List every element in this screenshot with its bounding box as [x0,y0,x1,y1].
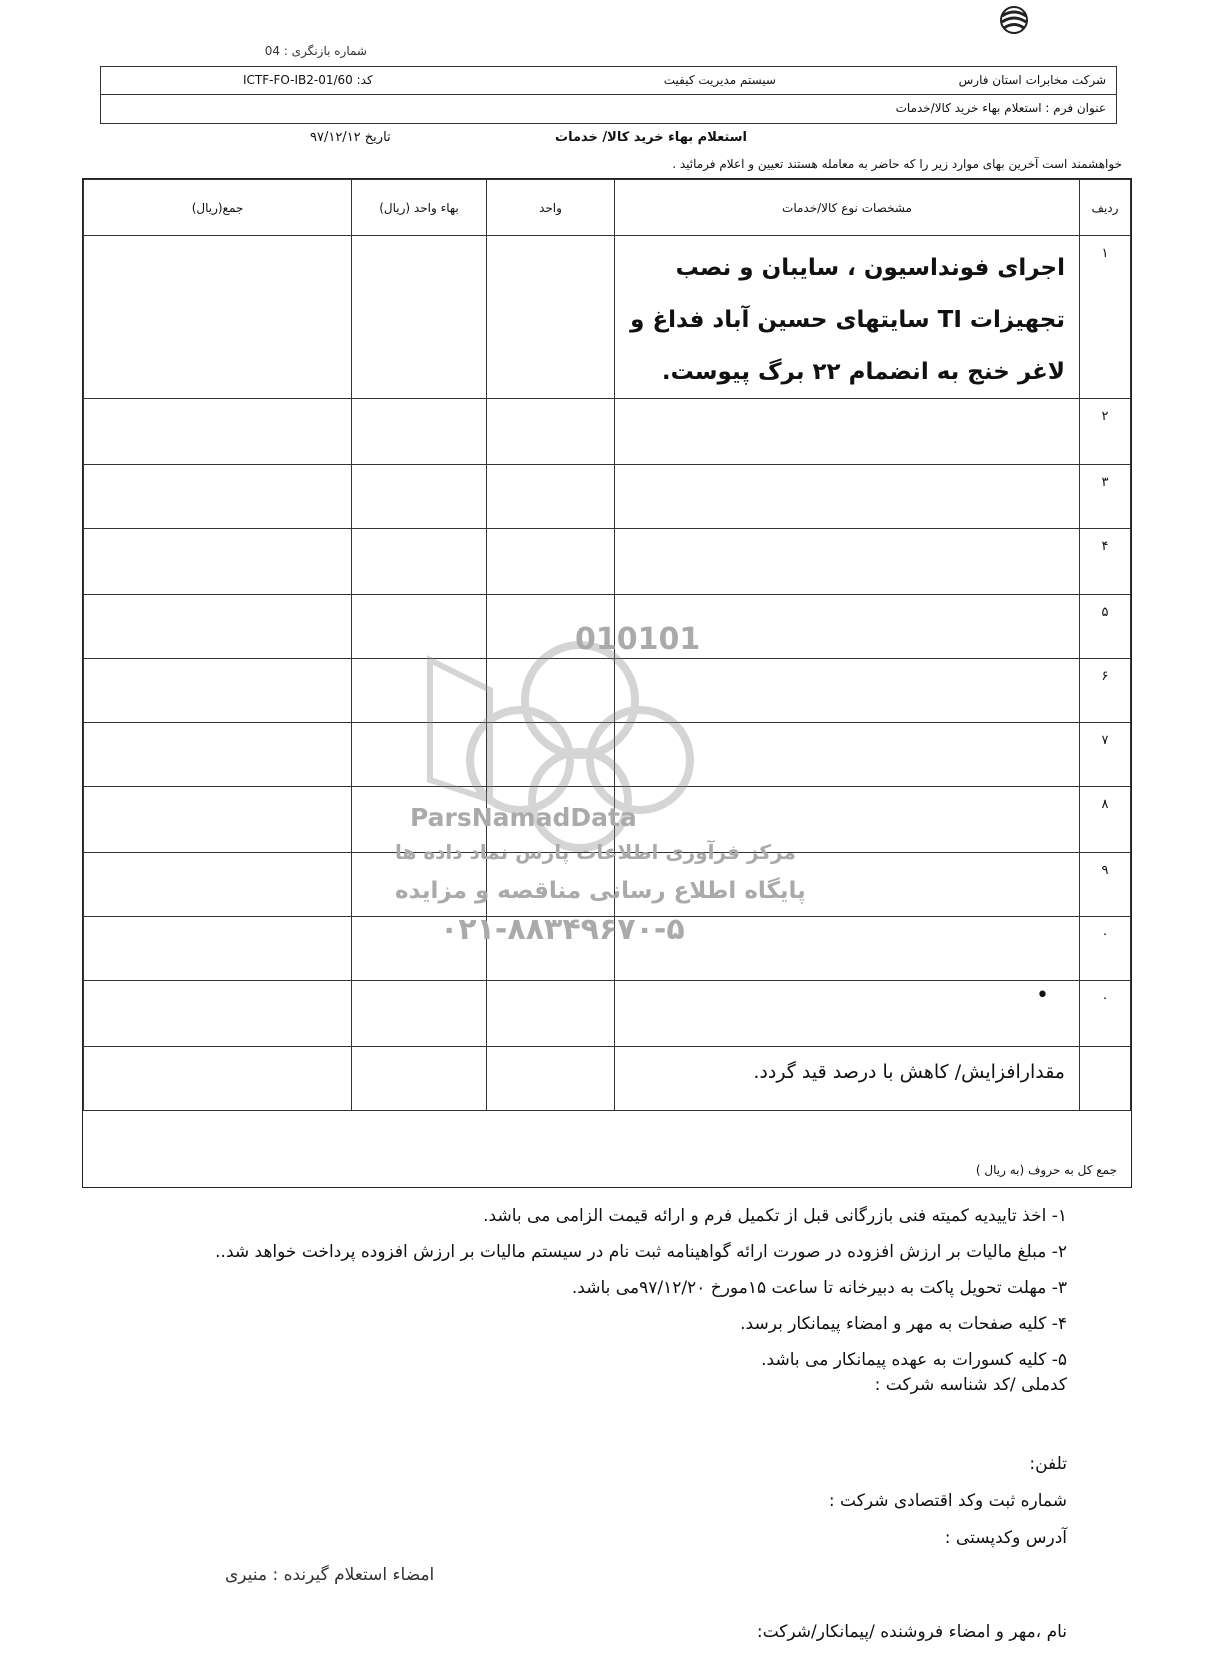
term-item: ۱- اخذ تاییدیه کمیته فنی بازرگانی قبل از تکمیل فرم و ارائه قیمت الزامی می باشد. [483,1206,1067,1226]
unit-price-cell[interactable] [352,465,487,529]
adjustment-note [615,1047,1080,1111]
total-cell[interactable] [84,853,352,917]
unit-cell[interactable] [487,465,615,529]
seller-signature-field[interactable]: نام ،مهر و امضاء فروشنده /پیمانکار/شرکت: [756,1622,1067,1642]
phone-field[interactable]: تلفن: [1029,1454,1067,1474]
table-row [84,981,1131,1047]
total-cell[interactable] [84,787,352,853]
row-number: ۳ [1080,465,1131,529]
row-number: ۶ [1080,659,1131,723]
company-logo-icon [990,4,1038,36]
watermark-phone: ۰۲۱-۸۸۳۴۹۶۷۰-۵ [440,912,685,947]
unit-price-cell[interactable] [352,981,487,1047]
company-name: شرکت مخابرات استان فارس [958,73,1106,87]
row-number: ۸ [1080,787,1131,853]
unit-cell[interactable] [487,723,615,787]
form-header-box [100,66,1117,124]
item-description[interactable] [615,659,1080,723]
term-item: ۳- مهلت تحویل پاکت به دبیرخانه تا ساعت ۱۵مورخ ۹۷/۱۲/۲۰می باشد. [571,1278,1067,1298]
row-number-empty [1080,1047,1131,1111]
item-description-text: اجرای فونداسیون ، سایبان و نصب تجهیزات TI سایتهای حسین آباد فداغ و لاغر خنج به انضمام ۲۲ برگ پیوست. [630,255,1065,385]
item-description[interactable] [615,465,1080,529]
item-description[interactable] [615,399,1080,465]
row-number: ۵ [1080,595,1131,659]
row-number: ۰ [1080,981,1131,1047]
watermark-digits: 010101 [575,622,701,657]
total-cell[interactable] [84,236,352,399]
header-row-number: ردیف [1080,180,1131,236]
total-cell[interactable] [84,529,352,595]
unit-price-cell[interactable] [352,399,487,465]
item-description [615,236,1080,399]
header-unit-price: بهاء واحد (ریال) [352,180,487,236]
inquiry-intro: خواهشمند است آخرین بهای موارد زیر را که حاضر به معامله هستند تعیین و اعلام فرمائید . [672,157,1122,171]
table-header-row [84,180,1131,236]
total-cell[interactable] [84,1047,352,1111]
table-row [84,465,1131,529]
unit-price-cell[interactable] [352,1047,487,1111]
unit-cell[interactable] [487,981,615,1047]
row-number: ۰ [1080,917,1131,981]
total-in-words-label: جمع کل به حروف (به ریال ) [975,1163,1117,1177]
watermark-line2: پایگاه اطلاع رسانی مناقصه و مزایده [395,878,806,904]
unit-price-cell[interactable] [352,723,487,787]
terms-list [67,1198,1067,1378]
total-cell[interactable] [84,917,352,981]
table-row [84,1047,1131,1111]
address-field[interactable]: آدرس وکدپستی : [944,1528,1067,1548]
table-row [84,236,1131,399]
row-number: ۲ [1080,399,1131,465]
adjustment-text: مقدارافزایش/ کاهش با درصد قید گردد. [753,1061,1065,1083]
total-cell[interactable] [84,595,352,659]
total-cell[interactable] [84,465,352,529]
total-cell[interactable] [84,399,352,465]
unit-cell[interactable] [487,529,615,595]
unit-price-cell[interactable] [352,236,487,399]
quality-system-label: سیستم مدیریت کیفیت [663,73,776,87]
form-header-row [101,67,1116,95]
bullet-mark: • [1036,983,1049,1008]
row-number: ۷ [1080,723,1131,787]
item-description[interactable] [615,981,1080,1047]
term-item: ۴- کلیه صفحات به مهر و امضاء پیمانکار برسد. [740,1314,1067,1334]
header-unit: واحد [487,180,615,236]
inquiry-title: استعلام بهاء خرید کالا/ خدمات [555,130,747,145]
unit-cell[interactable] [487,236,615,399]
watermark-brand: ParsNamadData [410,803,637,832]
header-total: جمع(ریال) [84,180,352,236]
header-description: مشخصات نوع کالا/خدمات [615,180,1080,236]
row-number: ۹ [1080,853,1131,917]
inquiry-date: تاریخ ۹۷/۱۲/۱۲ [310,130,391,145]
price-inquiry-table [82,178,1132,1188]
revision-number: شماره بازنگری : 04 [264,44,367,58]
row-number: ۴ [1080,529,1131,595]
row-number: ۱ [1080,236,1131,399]
table-row [84,723,1131,787]
unit-cell[interactable] [487,659,615,723]
table-row [84,399,1131,465]
table-row [84,529,1131,595]
economic-code-field[interactable]: شماره ثبت وکد اقتصادی شرکت : [828,1491,1067,1511]
item-description[interactable] [615,723,1080,787]
term-item: ۵- کلیه کسورات به عهده پیمانکار می باشد. [761,1350,1067,1370]
total-cell[interactable] [84,659,352,723]
form-title: عنوان فرم : استعلام بهاء خرید کالا/خدمات [895,101,1106,115]
unit-cell[interactable] [487,1047,615,1111]
total-cell[interactable] [84,723,352,787]
unit-price-cell[interactable] [352,595,487,659]
unit-price-cell[interactable] [352,529,487,595]
unit-cell[interactable] [487,399,615,465]
item-description[interactable] [615,529,1080,595]
term-item: ۲- مبلغ مالیات بر ارزش افزوده در صورت ارائه گواهینامه ثبت نام در سیستم مالیات بر ارزش افزوده پرداخت خواهد شد.. [215,1242,1067,1262]
receiver-signature: امضاء استعلام گیرنده : منیری [225,1565,435,1585]
table-row [84,659,1131,723]
national-id-field[interactable]: کدملی /کد شناسه شرکت : [874,1375,1067,1395]
form-code: ICTF-FO-IB2-01/60 :کد [243,73,373,87]
total-cell[interactable] [84,981,352,1047]
watermark-line1: مرکز فرآوری اطلاعات پارس نماد داده ها [395,840,796,864]
unit-price-cell[interactable] [352,659,487,723]
